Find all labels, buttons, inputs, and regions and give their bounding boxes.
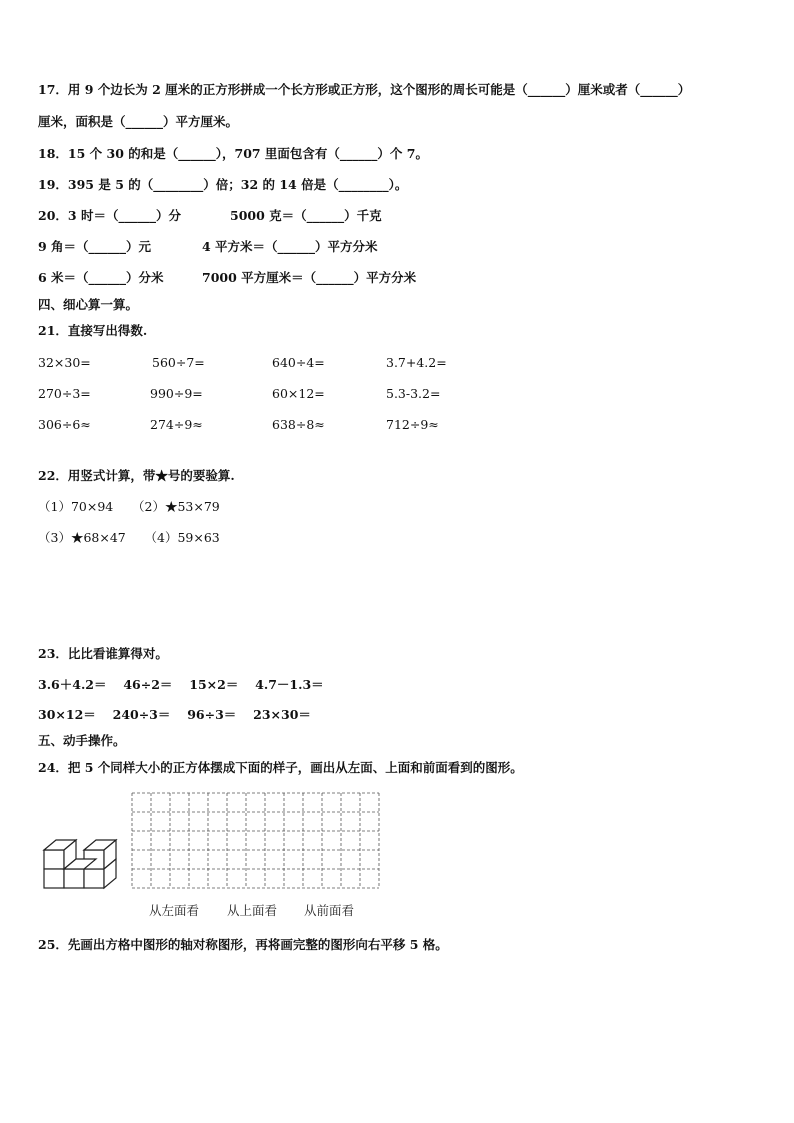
q20-row1-right: 5000 克＝（______）千克 [230,208,382,223]
q24-title: 24．把 5 个同样大小的正方体摆成下面的样子，画出从左面、上面和前面看到的图形。 [38,760,523,775]
section-4-heading: 四、细心算一算。 [38,297,139,312]
q23-title: 23．比比看谁算得对。 [38,646,168,661]
q21-title: 21．直接写出得数. [38,323,148,338]
q21-item: 560÷7= [152,355,205,370]
q20-row2-left: 9 角＝（______）元 [38,239,152,254]
q21-item: 3.7+4.2= [386,355,447,370]
q21-item: 640÷4= [272,355,325,370]
cube-front [84,869,104,888]
cube-front [44,869,64,888]
q20-row3-right: 7000 平方厘米＝（______）平方分米 [202,270,417,285]
caption-top-view: 从上面看 [227,903,278,918]
drawing-grid [131,792,381,889]
q17-line2: 厘米，面积是（______）平方厘米。 [38,114,239,129]
q21-item: 638÷8≈ [272,417,325,432]
q17-line1: 17．用 9 个边长为 2 厘米的正方形拼成一个长方形或正方形，这个图形的周长可能是（______）厘米或者（______） [38,82,691,97]
section-5-heading: 五、动手操作。 [38,733,126,748]
q22-title: 22．用竖式计算，带★号的要验算. [38,468,235,483]
q23-row2: 30×12＝ 240÷3＝ 96÷3＝ 23×30＝ [38,707,311,722]
q20-row3-left: 6 米＝（______）分米 [38,270,164,285]
stacked-cubes-figure [42,838,118,890]
q21-item: 270÷3= [38,386,91,401]
q22-row1: （1）70×94 （2）★53×79 [38,499,220,514]
q21-item: 32×30= [38,355,91,370]
q21-item: 5.3-3.2= [386,386,441,401]
q21-item: 712÷9≈ [386,417,439,432]
q21-item: 60×12= [272,386,325,401]
cube-front [64,869,84,888]
q20-row1-left: 20．3 时＝（______）分 [38,208,181,223]
q18-text: 18．15 个 30 的和是（______），707 里面包含有（______）个 7。 [38,146,428,161]
q21-item: 990÷9= [150,386,203,401]
q21-item: 306÷6≈ [38,417,91,432]
caption-left-view: 从左面看 [149,903,200,918]
caption-front-view: 从前面看 [304,903,355,918]
q25-text: 25．先画出方格中图形的轴对称图形，再将画完整的图形向右平移 5 格。 [38,937,448,952]
q20-row2-right: 4 平方米＝（______）平方分米 [202,239,378,254]
cube-front [44,850,64,869]
q22-row2: （3）★68×47 （4）59×63 [38,530,220,545]
q19-text: 19．395 是 5 的（________）倍；32 的 14 倍是（________）。 [38,177,408,192]
q23-row1: 3.6＋4.2＝ 46÷2＝ 15×2＝ 4.7－1.3＝ [38,677,324,692]
q21-item: 274÷9≈ [150,417,203,432]
